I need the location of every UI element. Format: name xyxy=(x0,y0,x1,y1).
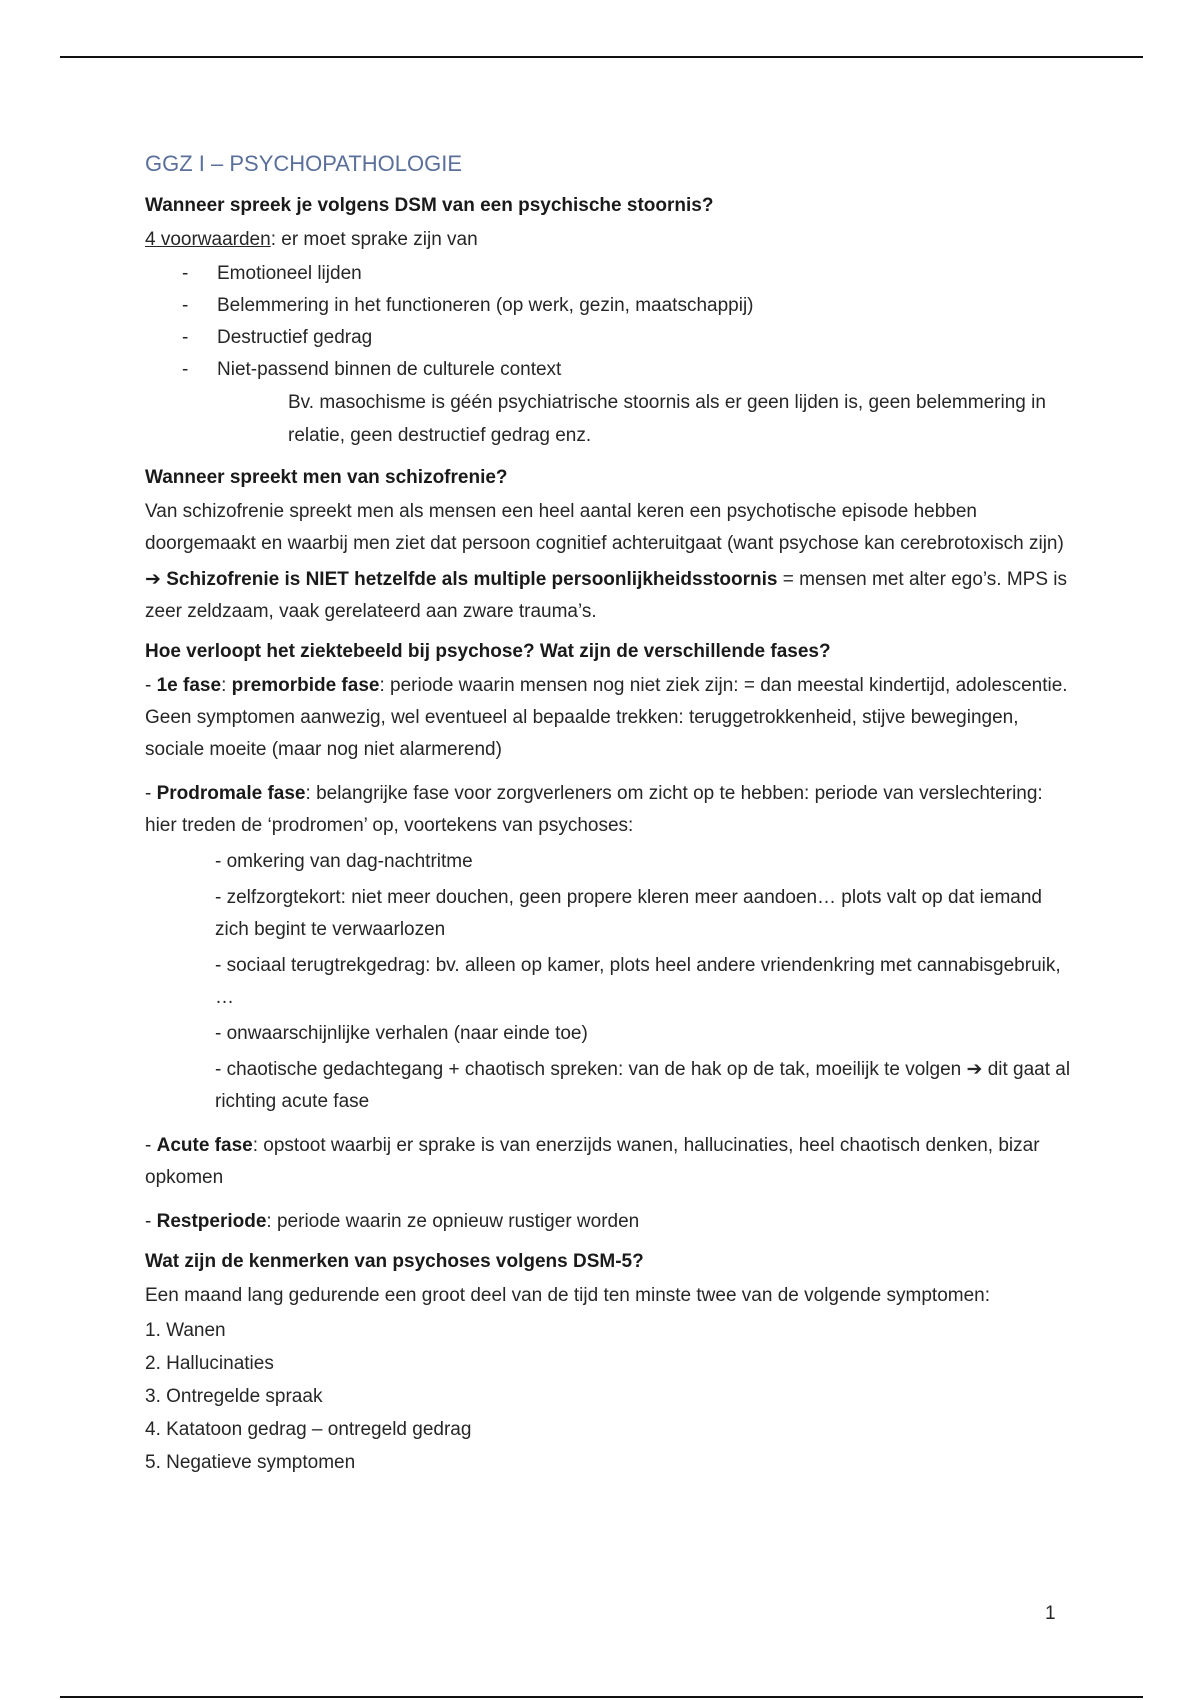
footer-rule xyxy=(60,1696,1143,1698)
question-dsm5-psychosis: Wat zijn de kenmerken van psychoses volgens DSM-5? xyxy=(145,1251,644,1272)
header-rule xyxy=(60,56,1143,58)
phase-prodromal: - Prodromale fase: belangrijke fase voor zorgverleners om zicht op te hebben: periode van verslechtering: hier treden de ‘prodromen’ op, voortekens van psychoses: xyxy=(145,783,1043,836)
phase-premorbid: - 1e fase: premorbide fase: periode waarin mensen nog niet ziek zijn: = dan meestal kindertijd, adolescentie. Geen symptomen aanwezig, wel eventueel al bepaalde trekken: teruggetrokkenheid, stijve bewegingen, sociale moeite (maar nog niet alarmerend) xyxy=(145,675,1068,760)
list-item: - onwaarschijnlijke verhalen (naar einde toe) xyxy=(215,1023,588,1044)
list-bullet: - xyxy=(182,263,189,284)
list-item: 4. Katatoon gedrag – ontregeld gedrag xyxy=(145,1419,472,1440)
conditions-intro xyxy=(145,224,1075,256)
conditions-intro-rest: : er moet sprake zijn van xyxy=(270,229,478,250)
list-item: 1. Wanen xyxy=(145,1320,226,1341)
list-item: - sociaal terugtrekgedrag: bv. alleen op kamer, plots heel andere vriendenkring met cannabisgebruik, … xyxy=(215,955,1061,1008)
conditions-list xyxy=(145,258,1075,386)
question-psychosis-course: Hoe verloopt het ziektebeeld bij psychose? Wat zijn de verschillende fases? xyxy=(145,641,831,662)
question-dsm-disorder: Wanneer spreek je volgens DSM van een psychische stoornis? xyxy=(145,195,714,216)
list-bullet: - xyxy=(182,359,189,380)
question-schizophrenia: Wanneer spreekt men van schizofrenie? xyxy=(145,467,508,488)
page-number: 1 xyxy=(1045,1603,1056,1624)
document-body xyxy=(145,148,1075,1479)
phase-acute: - Acute fase: opstoot waarbij er sprake is van enerzijds wanen, hallucinaties, heel chaotisch denken, bizar opkomen xyxy=(145,1135,1040,1188)
dsm5-intro: Een maand lang gedurende een groot deel van de tijd ten minste twee van de volgende symptomen: xyxy=(145,1285,991,1306)
prodromes-list xyxy=(215,846,1075,1118)
list-item: - Emotioneel lijden xyxy=(145,258,1075,290)
list-item: - Niet-passend binnen de culturele context xyxy=(145,354,1075,386)
list-item: - zelfzorgtekort: niet meer douchen, geen propere kleren meer aandoen… plots valt op dat iemand zich begint te verwaarlozen xyxy=(215,887,1042,940)
schizophrenia-paragraph: Van schizofrenie spreekt men als mensen een heel aantal keren een psychotische episode hebben doorgemaakt en waarbij men ziet dat persoon cognitief achteruitgaat (want psychose kan cerebrotoxisch zijn) xyxy=(145,501,1064,554)
list-item: 3. Ontregelde spraak xyxy=(145,1386,323,1407)
document-title: GGZ I – PSYCHOPATHOLOGIE xyxy=(145,151,463,176)
masochism-example: Bv. masochisme is géén psychiatrische stoornis als er geen lijden is, geen belemmering in relatie, geen destructief gedrag enz. xyxy=(288,392,1046,446)
phase-rest: - Restperiode: periode waarin ze opnieuw rustiger worden xyxy=(145,1211,640,1232)
list-item: 2. Hallucinaties xyxy=(145,1353,274,1374)
list-item: 5. Negatieve symptomen xyxy=(145,1452,356,1473)
mps-note-bold: ➔ Schizofrenie is NIET hetzelfde als multiple persoonlijkheidsstoornis xyxy=(145,569,778,590)
conditions-intro-underlined: 4 voorwaarden xyxy=(145,229,271,250)
list-item: - Belemmering in het functioneren (op werk, gezin, maatschappij) xyxy=(145,290,1075,322)
list-bullet: - xyxy=(182,295,189,316)
list-item: - chaotische gedachtegang + chaotisch spreken: van de hak op de tak, moeilijk te volgen ➔ dit gaat al richting acute fase xyxy=(215,1059,1071,1112)
list-bullet: - xyxy=(182,327,189,348)
mps-note-rest: = mensen met alter ego’s. MPS is zeer zeldzaam, vaak gerelateerd aan zware trauma’s. xyxy=(145,569,1068,622)
list-item: - omkering van dag-nachtritme xyxy=(215,851,473,872)
symptoms-list xyxy=(145,1314,1075,1479)
list-item: - Destructief gedrag xyxy=(145,322,1075,354)
mps-note xyxy=(145,564,1075,628)
